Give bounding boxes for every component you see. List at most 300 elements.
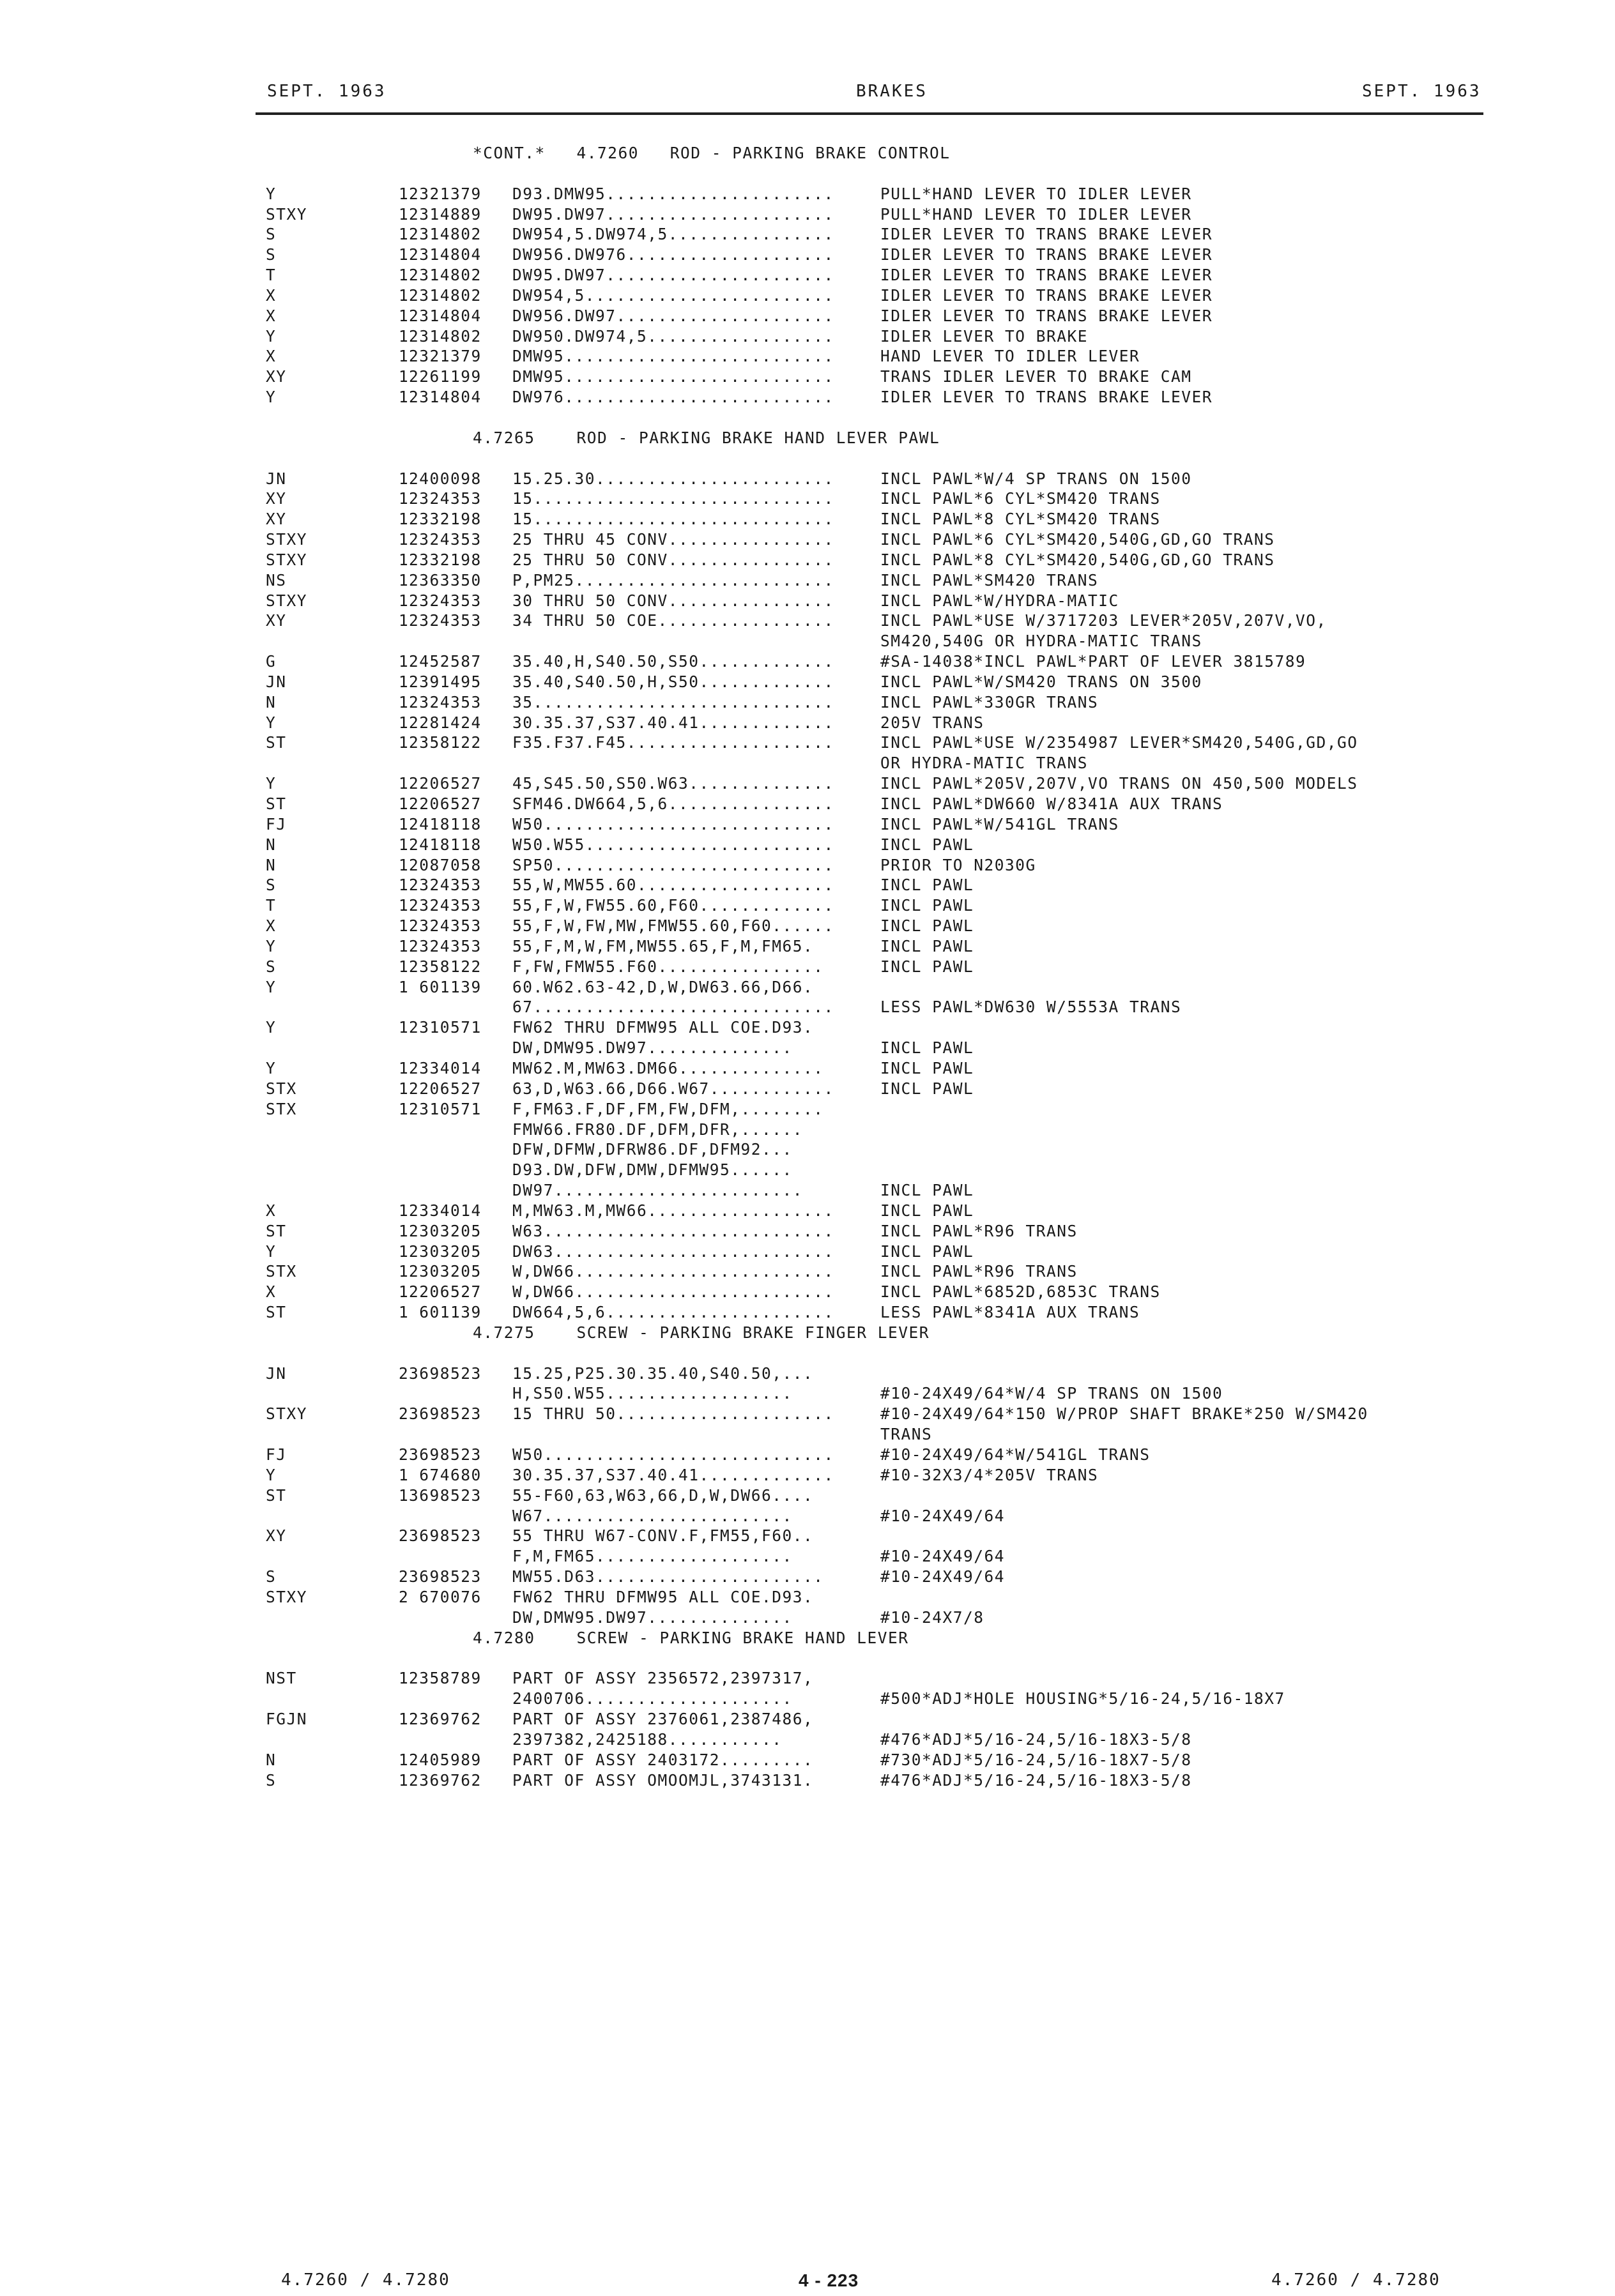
model-code: G <box>266 652 277 671</box>
catalog-row <box>0 224 1615 245</box>
model-code: Y <box>266 1242 277 1261</box>
catalog-body <box>0 143 1615 1790</box>
quantity: 2 <box>399 1445 409 1464</box>
section-title-text: *CONT.* 4.7260 ROD - PARKING BRAKE CONTROL <box>473 144 951 162</box>
model-code: N <box>266 1750 277 1769</box>
catalog-row-continuation <box>0 1730 1615 1750</box>
part-number: 2334014 <box>409 1201 482 1220</box>
model-code: X <box>266 285 277 305</box>
model-code: STX <box>266 1079 297 1098</box>
model-description: MW55.D63...................... <box>512 1567 824 1586</box>
quantity: 1 <box>399 1750 409 1769</box>
model-code: X <box>266 306 277 325</box>
part-number: 2303205 <box>409 1262 482 1281</box>
part-number: 2452587 <box>409 652 482 671</box>
model-description: 55 THRU W67-CONV.F,FM55,F60.. <box>512 1526 814 1546</box>
model-code: XY <box>266 367 287 386</box>
quantity: 1 <box>399 1465 409 1484</box>
catalog-row <box>0 570 1615 591</box>
part-number: 2314802 <box>409 266 482 285</box>
catalog-row <box>0 489 1615 509</box>
model-code: STXY <box>266 591 308 610</box>
part-number: 3698523 <box>409 1404 482 1424</box>
catalog-row <box>0 469 1615 489</box>
catalog-row <box>0 245 1615 265</box>
catalog-row <box>0 957 1615 977</box>
quantity: 1 <box>399 1079 409 1098</box>
model-description: PART OF ASSY 2356572,2397317, <box>512 1669 814 1688</box>
part-number: 2400098 <box>409 469 482 488</box>
part-description: 205V TRANS <box>880 713 984 732</box>
quantity: 1 <box>399 347 409 366</box>
section-title <box>0 143 1615 163</box>
quantity: 1 <box>399 977 409 996</box>
part-description: INCL PAWL <box>880 876 974 895</box>
quantity: 1 <box>399 814 409 833</box>
model-description: SFM46.DW664,5,6................ <box>512 794 834 813</box>
part-description: INCL PAWL <box>880 916 974 936</box>
catalog-row-continuation <box>0 1180 1615 1201</box>
catalog-row <box>0 1486 1615 1506</box>
quantity: 1 <box>399 489 409 508</box>
model-description: D93.DW,DFW,DMW,DFMW95...... <box>512 1160 793 1180</box>
catalog-row <box>0 1221 1615 1242</box>
catalog-row <box>0 529 1615 550</box>
quantity: 1 <box>399 1221 409 1240</box>
model-description: 15 THRU 50..................... <box>512 1404 834 1424</box>
model-description: MW62.M,MW63.DM66.............. <box>512 1058 824 1077</box>
part-description: INCL PAWL <box>880 957 974 976</box>
part-description: IDLER LEVER TO TRANS BRAKE LEVER <box>880 306 1213 325</box>
quantity: 2 <box>399 1404 409 1424</box>
part-description: #10-24X49/64 <box>880 1567 1006 1586</box>
catalog-row <box>0 692 1615 713</box>
quantity: 1 <box>399 306 409 325</box>
model-code: STXY <box>266 1587 308 1606</box>
blank-line <box>0 163 1615 184</box>
catalog-row <box>0 285 1615 306</box>
model-description: PART OF ASSY 2376061,2387486, <box>512 1709 814 1728</box>
part-description: PRIOR TO N2030G <box>880 855 1036 874</box>
part-description: #10-24X49/64*W/4 SP TRANS ON 1500 <box>880 1384 1223 1403</box>
model-code: Y <box>266 326 277 346</box>
part-number: 2281424 <box>409 713 482 732</box>
catalog-row <box>0 265 1615 285</box>
part-number: 2405989 <box>409 1750 482 1769</box>
blank-line <box>0 1343 1615 1364</box>
part-number: 2418118 <box>409 835 482 854</box>
quantity: 1 <box>399 855 409 874</box>
catalog-row-continuation <box>0 1160 1615 1180</box>
model-code: NST <box>266 1669 297 1688</box>
part-description: INCL PAWL <box>880 1201 974 1220</box>
model-description: 30.35.37,S37.40.41............. <box>512 713 834 732</box>
quantity: 1 <box>399 713 409 732</box>
quantity: 1 <box>399 1242 409 1261</box>
part-description: INCL PAWL*DW660 W/8341A AUX TRANS <box>880 794 1223 813</box>
part-description: LESS PAWL*8341A AUX TRANS <box>880 1303 1140 1322</box>
part-number: 2314804 <box>409 306 482 325</box>
model-description: DW,DMW95.DW97.............. <box>512 1608 793 1627</box>
model-description: 25 THRU 45 CONV................ <box>512 530 834 549</box>
quantity: 1 <box>399 1770 409 1790</box>
model-description: DW954,5.DW974,5................ <box>512 225 834 244</box>
part-number: 2303205 <box>409 1221 482 1240</box>
quantity: 1 <box>399 1709 409 1728</box>
part-description: LESS PAWL*DW630 W/5553A TRANS <box>880 998 1182 1017</box>
part-number: 2332198 <box>409 550 482 569</box>
part-number: 2334014 <box>409 1058 482 1077</box>
part-description: INCL PAWL*SM420 TRANS <box>880 570 1099 589</box>
header-date-left: SEPT. 1963 <box>267 82 387 101</box>
model-code: S <box>266 245 277 264</box>
model-description: 30.35.37,S37.40.41............. <box>512 1465 834 1484</box>
catalog-row <box>0 1261 1615 1282</box>
section-title-text: 4.7265 ROD - PARKING BRAKE HAND LEVER PAWL <box>473 428 940 447</box>
part-description: IDLER LEVER TO BRAKE <box>880 326 1089 346</box>
model-code: T <box>266 896 277 915</box>
part-description: #10-32X3/4*205V TRANS <box>880 1465 1099 1484</box>
catalog-row <box>0 346 1615 367</box>
catalog-row-continuation <box>0 1120 1615 1140</box>
footer-range-left: 4.7260 / 4.7280 <box>281 2270 450 2290</box>
model-code: STXY <box>266 1404 308 1424</box>
model-code: N <box>266 855 277 874</box>
quantity: 1 <box>399 733 409 752</box>
model-code: XY <box>266 510 287 529</box>
part-number: 2324353 <box>409 530 482 549</box>
catalog-row <box>0 713 1615 733</box>
model-description: DW956.DW97..................... <box>512 306 834 325</box>
catalog-row <box>0 835 1615 855</box>
quantity: 1 <box>399 1018 409 1037</box>
quantity: 1 <box>399 896 409 915</box>
model-description: H,S50.W55.................. <box>512 1384 793 1403</box>
model-code: S <box>266 1567 277 1586</box>
model-code: XY <box>266 1526 287 1546</box>
catalog-row-continuation <box>0 1424 1615 1445</box>
model-code: S <box>266 876 277 895</box>
blank-line <box>0 448 1615 469</box>
model-code: STX <box>266 1099 297 1118</box>
catalog-row <box>0 794 1615 814</box>
catalog-row-continuation <box>0 1689 1615 1709</box>
model-description: F,FW,FMW55.F60................ <box>512 957 824 976</box>
part-number: 2314889 <box>409 204 482 224</box>
model-code: T <box>266 266 277 285</box>
part-number: 2324353 <box>409 591 482 610</box>
quantity: 2 <box>399 1364 409 1383</box>
quantity: 1 <box>399 774 409 793</box>
part-description: INCL PAWL*205V,207V,VO TRANS ON 450,500 MODELS <box>880 774 1358 793</box>
model-code: STXY <box>266 530 308 549</box>
model-code: X <box>266 1282 277 1302</box>
catalog-row-continuation <box>0 1038 1615 1058</box>
model-code: ST <box>266 1303 287 1322</box>
model-code: JN <box>266 469 287 488</box>
model-code: Y <box>266 713 277 732</box>
part-number: 3698523 <box>409 1486 482 1505</box>
quantity: 1 <box>399 266 409 285</box>
quantity: 1 <box>399 672 409 691</box>
catalog-row-continuation <box>0 1546 1615 1567</box>
part-description: INCL PAWL*6852D,6853C TRANS <box>880 1282 1161 1302</box>
part-number: 2206527 <box>409 794 482 813</box>
quantity: 1 <box>399 1201 409 1220</box>
catalog-row-continuation <box>0 1383 1615 1404</box>
catalog-row <box>0 1099 1615 1120</box>
catalog-row <box>0 916 1615 936</box>
page-footer <box>0 2270 1615 2296</box>
part-description: TRANS <box>880 1425 933 1444</box>
quantity: 1 <box>399 591 409 610</box>
model-code: N <box>266 692 277 711</box>
part-description: INCL PAWL*USE W/2354987 LEVER*SM420,540G,GD,GO <box>880 733 1358 752</box>
part-number: 2321379 <box>409 184 482 203</box>
part-number: 2391495 <box>409 672 482 691</box>
quantity: 1 <box>399 692 409 711</box>
part-number: 3698523 <box>409 1364 482 1383</box>
model-description: W67........................ <box>512 1506 793 1525</box>
catalog-row <box>0 611 1615 631</box>
part-number: 2314802 <box>409 326 482 346</box>
model-description: 60.W62.63-42,D,W,DW63.66,D66. <box>512 977 814 996</box>
catalog-row <box>0 1058 1615 1079</box>
model-code: JN <box>266 1364 287 1383</box>
part-description: INCL PAWL*W/HYDRA-MATIC <box>880 591 1119 610</box>
catalog-row <box>0 204 1615 225</box>
model-code: NS <box>266 570 287 589</box>
model-code: S <box>266 957 277 976</box>
part-number: 2369762 <box>409 1770 482 1790</box>
model-description: W63............................ <box>512 1221 834 1240</box>
model-code: Y <box>266 977 277 996</box>
model-description: 15............................. <box>512 489 834 508</box>
part-description: TRANS IDLER LEVER TO BRAKE CAM <box>880 367 1192 386</box>
part-description: IDLER LEVER TO TRANS BRAKE LEVER <box>880 285 1213 305</box>
model-description: DW97........................ <box>512 1181 804 1200</box>
quantity: 1 <box>399 225 409 244</box>
model-description: W,DW66......................... <box>512 1282 834 1302</box>
model-code: ST <box>266 1486 287 1505</box>
model-description: W50.W55........................ <box>512 835 834 854</box>
model-description: PART OF ASSY OMOOMJL,3743131. <box>512 1770 814 1790</box>
model-description: 2400706.................... <box>512 1689 793 1708</box>
quantity: 1 <box>399 936 409 955</box>
part-description: INCL PAWL*8 CYL*SM420 TRANS <box>880 510 1161 529</box>
model-description: DW976.......................... <box>512 388 834 407</box>
catalog-row <box>0 936 1615 957</box>
model-description: DFW,DFMW,DFRW86.DF,DFM92... <box>512 1140 793 1159</box>
quantity: 1 <box>399 367 409 386</box>
part-number: 2324353 <box>409 916 482 936</box>
part-number: 2206527 <box>409 1079 482 1098</box>
catalog-row <box>0 306 1615 326</box>
section-title-text: 4.7275 SCREW - PARKING BRAKE FINGER LEVER <box>473 1323 930 1342</box>
catalog-row <box>0 1017 1615 1038</box>
model-description: 45,S45.50,S50.W63.............. <box>512 774 834 793</box>
model-code: ST <box>266 1221 287 1240</box>
part-number: 2314804 <box>409 245 482 264</box>
model-code: Y <box>266 388 277 407</box>
catalog-row <box>0 184 1615 204</box>
catalog-row-continuation <box>0 997 1615 1017</box>
part-description: INCL PAWL*8 CYL*SM420,540G,GD,GO TRANS <box>880 550 1275 569</box>
model-code: XY <box>266 611 287 630</box>
catalog-row <box>0 1465 1615 1486</box>
catalog-row-continuation <box>0 631 1615 651</box>
quantity: 1 <box>399 204 409 224</box>
part-description: #476*ADJ*5/16-24,5/16-18X3-5/8 <box>880 1770 1192 1790</box>
part-description: #10-24X49/64 <box>880 1506 1006 1525</box>
model-code: ST <box>266 733 287 752</box>
part-description: INCL PAWL <box>880 896 974 915</box>
model-code: FGJN <box>266 1709 308 1728</box>
quantity: 1 <box>399 326 409 346</box>
model-description: DW95.DW97...................... <box>512 266 834 285</box>
catalog-row-continuation <box>0 1608 1615 1628</box>
part-description: INCL PAWL*USE W/3717203 LEVER*205V,207V,VO, <box>880 611 1327 630</box>
catalog-row <box>0 550 1615 570</box>
catalog-row <box>0 1445 1615 1465</box>
quantity: 1 <box>399 1486 409 1505</box>
model-description: 34 THRU 50 COE................. <box>512 611 834 630</box>
quantity: 1 <box>399 550 409 569</box>
part-description: INCL PAWL*R96 TRANS <box>880 1262 1078 1281</box>
model-description: 55,F,W,FW,MW,FMW55.60,F60...... <box>512 916 834 936</box>
catalog-row <box>0 1404 1615 1424</box>
catalog-row <box>0 1201 1615 1221</box>
model-code: S <box>266 1770 277 1790</box>
part-number: 2321379 <box>409 347 482 366</box>
model-code: FJ <box>266 814 287 833</box>
model-description: 15.25.30....................... <box>512 469 834 488</box>
part-description: #10-24X49/64 <box>880 1547 1006 1566</box>
part-number: 2358122 <box>409 733 482 752</box>
part-description: #10-24X49/64*W/541GL TRANS <box>880 1445 1151 1464</box>
part-number: 2324353 <box>409 936 482 955</box>
quantity: 1 <box>399 469 409 488</box>
part-description: IDLER LEVER TO TRANS BRAKE LEVER <box>880 225 1213 244</box>
catalog-row-continuation <box>0 753 1615 773</box>
model-description: M,MW63.M,MW66.................. <box>512 1201 834 1220</box>
model-description: 67............................. <box>512 998 834 1017</box>
model-description: DW954,5........................ <box>512 285 834 305</box>
part-description: IDLER LEVER TO TRANS BRAKE LEVER <box>880 388 1213 407</box>
part-description: INCL PAWL <box>880 835 974 854</box>
part-number: 2314802 <box>409 285 482 305</box>
quantity: 1 <box>399 835 409 854</box>
section-title <box>0 1628 1615 1648</box>
part-description: PULL*HAND LEVER TO IDLER LEVER <box>880 204 1192 224</box>
part-description: HAND LEVER TO IDLER LEVER <box>880 347 1140 366</box>
model-code: ST <box>266 794 287 813</box>
part-description: INCL PAWL*W/541GL TRANS <box>880 814 1119 833</box>
part-number: 670076 <box>409 1587 482 1606</box>
model-description: F35.F37.F45.................... <box>512 733 834 752</box>
model-description: SP50........................... <box>512 855 834 874</box>
part-description: #10-24X49/64*150 W/PROP SHAFT BRAKE*250 W/SM420 <box>880 1404 1368 1424</box>
catalog-row <box>0 591 1615 611</box>
quantity: 1 <box>399 1669 409 1688</box>
model-code: Y <box>266 774 277 793</box>
catalog-row <box>0 1668 1615 1689</box>
part-description: #476*ADJ*5/16-24,5/16-18X3-5/8 <box>880 1730 1192 1749</box>
model-description: DW956.DW976.................... <box>512 245 834 264</box>
model-description: W,DW66......................... <box>512 1262 834 1281</box>
model-code: Y <box>266 1465 277 1484</box>
part-number: 2332198 <box>409 510 482 529</box>
model-description: F,M,FM65................... <box>512 1547 793 1566</box>
blank-line <box>0 407 1615 428</box>
quantity: 1 <box>399 570 409 589</box>
model-description: W50............................ <box>512 814 834 833</box>
model-code: STXY <box>266 550 308 569</box>
part-number: 2324353 <box>409 611 482 630</box>
part-number: 2369762 <box>409 1709 482 1728</box>
catalog-row <box>0 1242 1615 1262</box>
catalog-row <box>0 509 1615 529</box>
quantity: 2 <box>399 1526 409 1546</box>
model-description: F,FM63.F,DF,FM,FW,DFM,........ <box>512 1099 824 1118</box>
part-description: INCL PAWL <box>880 1079 974 1098</box>
quantity: 1 <box>399 652 409 671</box>
model-code: XY <box>266 489 287 508</box>
catalog-row <box>0 1282 1615 1302</box>
model-description: DW63........................... <box>512 1242 834 1261</box>
quantity: 1 <box>399 1303 409 1322</box>
page-number: 4 - 223 <box>799 2270 859 2290</box>
catalog-row <box>0 387 1615 407</box>
model-code: FJ <box>266 1445 287 1464</box>
quantity: 1 <box>399 1282 409 1302</box>
model-code: Y <box>266 1058 277 1077</box>
part-number: 2324353 <box>409 876 482 895</box>
quantity: 2 <box>399 1587 409 1606</box>
model-description: DW950.DW974,5.................. <box>512 326 834 346</box>
model-description: 35.40,S40.50,H,S50............. <box>512 672 834 691</box>
part-number: 2324353 <box>409 896 482 915</box>
catalog-row <box>0 1770 1615 1791</box>
part-number: 3698523 <box>409 1567 482 1586</box>
part-description: INCL PAWL*330GR TRANS <box>880 692 1099 711</box>
model-description: 55,W,MW55.60................... <box>512 876 834 895</box>
catalog-row <box>0 651 1615 672</box>
header-section-title: BRAKES <box>856 82 928 101</box>
part-description: INCL PAWL*W/SM420 TRANS ON 3500 <box>880 672 1202 691</box>
part-number: 2358789 <box>409 1669 482 1688</box>
catalog-row <box>0 1079 1615 1099</box>
model-code: X <box>266 1201 277 1220</box>
catalog-row <box>0 977 1615 998</box>
part-description: INCL PAWL <box>880 1181 974 1200</box>
model-description: P,PM25......................... <box>512 570 834 589</box>
part-description: INCL PAWL <box>880 936 974 955</box>
page-header <box>0 82 1615 107</box>
part-number: 2324353 <box>409 692 482 711</box>
model-description: 30 THRU 50 CONV................ <box>512 591 834 610</box>
part-description: #10-24X7/8 <box>880 1608 984 1627</box>
model-description: 35............................. <box>512 692 834 711</box>
model-code: N <box>266 835 277 854</box>
model-code: S <box>266 225 277 244</box>
part-number: 2358122 <box>409 957 482 976</box>
part-number: 601139 <box>409 1303 482 1322</box>
part-number: 3698523 <box>409 1445 482 1464</box>
catalog-row <box>0 672 1615 692</box>
section-title <box>0 428 1615 448</box>
quantity: 1 <box>399 794 409 813</box>
